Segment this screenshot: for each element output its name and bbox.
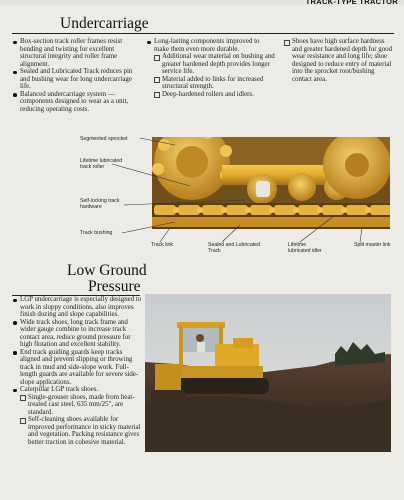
lgp-title-line1: Low Ground bbox=[67, 262, 147, 279]
callout-self-locking: Self-locking track hardware bbox=[80, 198, 120, 210]
lgp-column bbox=[12, 296, 142, 446]
bullet-item: Balanced undercarriage system — components designed to wear as a unit, reducing operating costs. bbox=[12, 91, 140, 114]
callout-lifetime-idler: Lifetime lubricated idler bbox=[288, 242, 322, 254]
bullet-item: Box-section track roller frames resist bending and twisting for excellent structural integrity and roller frame alignment. bbox=[12, 38, 140, 68]
checkbox-item: Shoes have high surface hardness and greater hardened depth for good wear resistance and long life; shoe designed to reduce entry of material into the sprocket root/bushing contact area. bbox=[284, 38, 396, 83]
bullet-item: LGP undercarriage is especially designed to work in sloppy conditions, also improves finish dozing and slope capabilities. bbox=[12, 296, 142, 319]
bullet-item: Sealed and Lubricated Track reduces pin and bushing wear for long undercarriage life. bbox=[12, 68, 140, 91]
bullet-item: End track guiding guards keep tracks aligned and prevent slipping or throwing track in mud and side-slope work. Full-length guards are available for severe side-slope applications. bbox=[12, 349, 142, 387]
bullet-item: Long-lasting components improved to make them even more durable. bbox=[146, 38, 276, 53]
callout-track-link: Track link bbox=[151, 242, 174, 248]
bullet-item: Caterpillar LGP track shoes. bbox=[12, 386, 142, 394]
callout-segmented-sprocket: Segmented sprocket bbox=[80, 136, 128, 142]
callout-sealed-track: Sealed and Lubricated Track bbox=[208, 242, 260, 254]
undercarriage-title: Undercarriage bbox=[60, 15, 149, 32]
callout-split-master: Split master link bbox=[354, 242, 391, 248]
checkbox-item: Deep-hardened rollers and idlers. bbox=[146, 91, 276, 99]
checkbox-item: Single-grouser shoes, made from heat-treated cast steel, 635 mm/25", are standard. bbox=[12, 394, 142, 417]
bullet-item: Wide track shoes, long track frame and wider gauge combine to increase track contact area, reduce ground pressure for high flotation and excellent stability. bbox=[12, 319, 142, 349]
bulldozer-photo bbox=[145, 294, 391, 452]
checkbox-item: Additional wear material on bushing and greater hardened depth provides longer service life. bbox=[146, 53, 276, 76]
callout-lifetime-roller: Lifetime lubricated track roller bbox=[80, 158, 123, 170]
checkbox-item: Material added to links for increased structural strength. bbox=[146, 76, 276, 91]
section-header-label: TRACK-TYPE TRACTOR bbox=[305, 0, 398, 6]
checkbox-item: Self-cleaning shoes available for improved performance in sticky material and vegetation. Packing resistance gives better traction in cohesive material. bbox=[12, 416, 142, 446]
lgp-title-line2: Pressure bbox=[88, 278, 141, 295]
callout-track-bushing: Track bushing bbox=[80, 230, 113, 236]
bulldozer-photo-icon bbox=[145, 294, 391, 452]
